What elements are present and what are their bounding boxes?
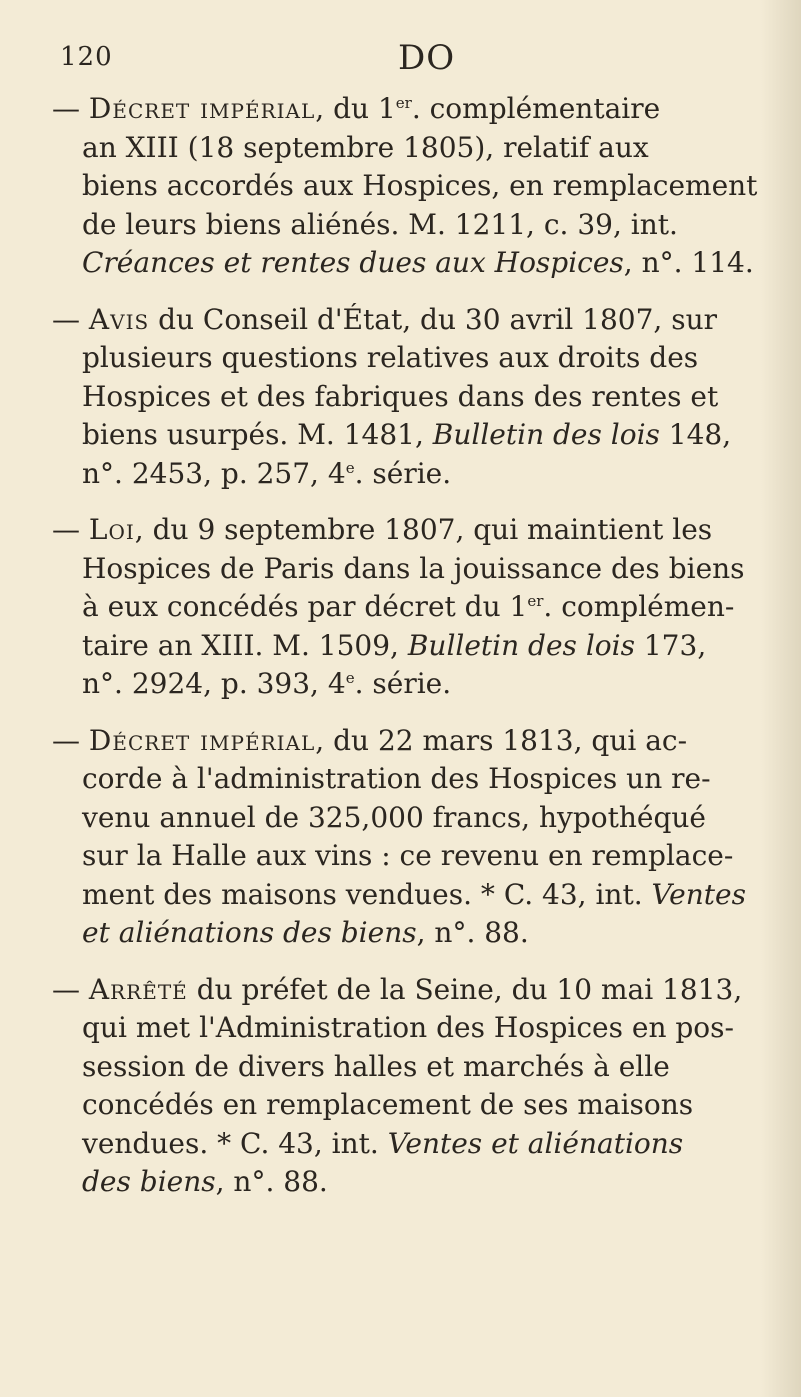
- index-entry: [52, 511, 772, 704]
- text-line: [52, 378, 772, 417]
- superscript: e: [345, 669, 355, 687]
- text-line: [52, 90, 772, 129]
- text-run: venu annuel de 325,000 francs, hypothéqué: [82, 800, 706, 834]
- text-line: [52, 914, 772, 953]
- text-run: 148,: [659, 418, 732, 451]
- page-header: [0, 38, 801, 78]
- text-run: , du 1: [315, 92, 396, 125]
- entry-list: [52, 90, 772, 1220]
- italic-reference: Bulletin des lois: [432, 418, 660, 451]
- entry-heading: Arrêté: [88, 972, 188, 1006]
- entry-heading: Avis: [88, 302, 150, 336]
- text-line: [52, 876, 772, 915]
- entry-text: [52, 90, 772, 283]
- text-run: . complémentaire: [411, 92, 661, 125]
- text-line: [52, 1125, 772, 1164]
- text-line: [52, 1163, 772, 1202]
- text-run: biens usurpés. M. 1481,: [82, 418, 433, 451]
- text-run: qui met l'Administration des Hospices en pos-: [82, 1011, 734, 1044]
- text-line: [52, 971, 772, 1010]
- text-run: , du 9 septembre 1807, qui maintient les: [134, 513, 713, 546]
- text-run: , n°. 114.: [623, 246, 754, 279]
- page-number: 120: [60, 42, 113, 72]
- text-run: —: [52, 513, 89, 546]
- text-run: 173,: [634, 628, 707, 662]
- text-run: Hospices de Paris dans la jouissance des biens: [82, 551, 745, 585]
- text-line: [52, 1048, 772, 1087]
- text-line: [52, 722, 772, 761]
- text-line: [52, 1009, 772, 1048]
- superscript: e: [345, 458, 355, 477]
- text-run: . série.: [354, 667, 452, 700]
- text-line: [52, 627, 772, 666]
- text-run: —: [52, 92, 89, 125]
- italic-reference: des biens: [82, 1165, 216, 1198]
- entry-heading: Loi: [88, 513, 135, 546]
- text-run: Hospices et des fabriques dans des rentes et: [82, 379, 719, 413]
- text-run: plusieurs questions relatives aux droits des: [82, 341, 699, 374]
- text-run: biens accordés aux Hospices, en remplacement: [82, 169, 758, 202]
- italic-reference: Ventes et aliénations: [387, 1126, 684, 1160]
- text-run: an XIII (18 septembre 1805), relatif aux: [82, 130, 649, 164]
- index-entry: [52, 971, 772, 1202]
- text-run: vendues. * C. 43, int.: [82, 1126, 388, 1160]
- text-line: [52, 837, 772, 876]
- text-line: [52, 799, 772, 838]
- text-line: [52, 416, 772, 455]
- text-run: de leurs biens aliénés. M. 1211, c. 39, int.: [82, 207, 678, 241]
- text-run: taire an XIII. M. 1509,: [82, 628, 408, 662]
- text-run: . série.: [354, 456, 452, 490]
- text-run: . complémen-: [543, 590, 735, 623]
- text-run: du Conseil d'État, du 30 avril 1807, sur: [149, 302, 717, 336]
- entry-text: [52, 511, 772, 704]
- text-run: n°. 2924, p. 393, 4: [82, 667, 346, 700]
- italic-reference: Créances et rentes dues aux Hospices: [82, 246, 624, 279]
- text-line: [52, 301, 772, 340]
- entry-heading: Décret impérial: [88, 92, 316, 125]
- text-line: [52, 206, 772, 245]
- entry-text: [52, 301, 772, 494]
- text-run: concédés en remplacement de ses maisons: [82, 1088, 694, 1121]
- text-run: du préfet de la Seine, du 10 mai 1813,: [187, 972, 743, 1006]
- text-run: n°. 2453, p. 257, 4: [82, 456, 346, 490]
- text-line: [52, 129, 772, 168]
- index-entry: [52, 722, 772, 953]
- running-head: DO: [398, 38, 456, 78]
- superscript: er: [527, 592, 544, 610]
- entry-heading: Décret impérial: [88, 723, 316, 757]
- text-run: —: [52, 302, 89, 336]
- text-line: [52, 511, 772, 550]
- text-run: corde à l'administration des Hospices un re-: [82, 762, 711, 795]
- text-line: [52, 1086, 772, 1125]
- entry-text: [52, 971, 772, 1202]
- text-line: [52, 455, 772, 494]
- text-run: session de divers halles et marchés à elle: [82, 1049, 670, 1083]
- text-run: ment des maisons vendues. * C. 43, int.: [82, 877, 652, 911]
- index-entry: [52, 90, 772, 283]
- index-entry: [52, 301, 772, 494]
- text-line: [52, 588, 772, 627]
- superscript: er: [395, 94, 412, 112]
- italic-reference: Bulletin des lois: [407, 628, 635, 662]
- text-run: à eux concédés par décret du 1: [82, 590, 528, 623]
- italic-reference: Ventes: [651, 877, 746, 911]
- text-run: —: [52, 723, 89, 757]
- text-line: [52, 550, 772, 589]
- text-run: —: [52, 972, 89, 1006]
- text-line: [52, 244, 772, 283]
- text-run: , n°. 88.: [416, 916, 529, 949]
- entry-text: [52, 722, 772, 953]
- text-line: [52, 760, 772, 799]
- text-line: [52, 167, 772, 206]
- italic-reference: et aliénations des biens: [82, 916, 417, 949]
- text-run: , n°. 88.: [215, 1165, 328, 1198]
- text-line: [52, 665, 772, 704]
- text-run: , du 22 mars 1813, qui ac-: [315, 723, 688, 757]
- text-line: [52, 339, 772, 378]
- text-run: sur la Halle aux vins : ce revenu en remplace-: [82, 839, 734, 872]
